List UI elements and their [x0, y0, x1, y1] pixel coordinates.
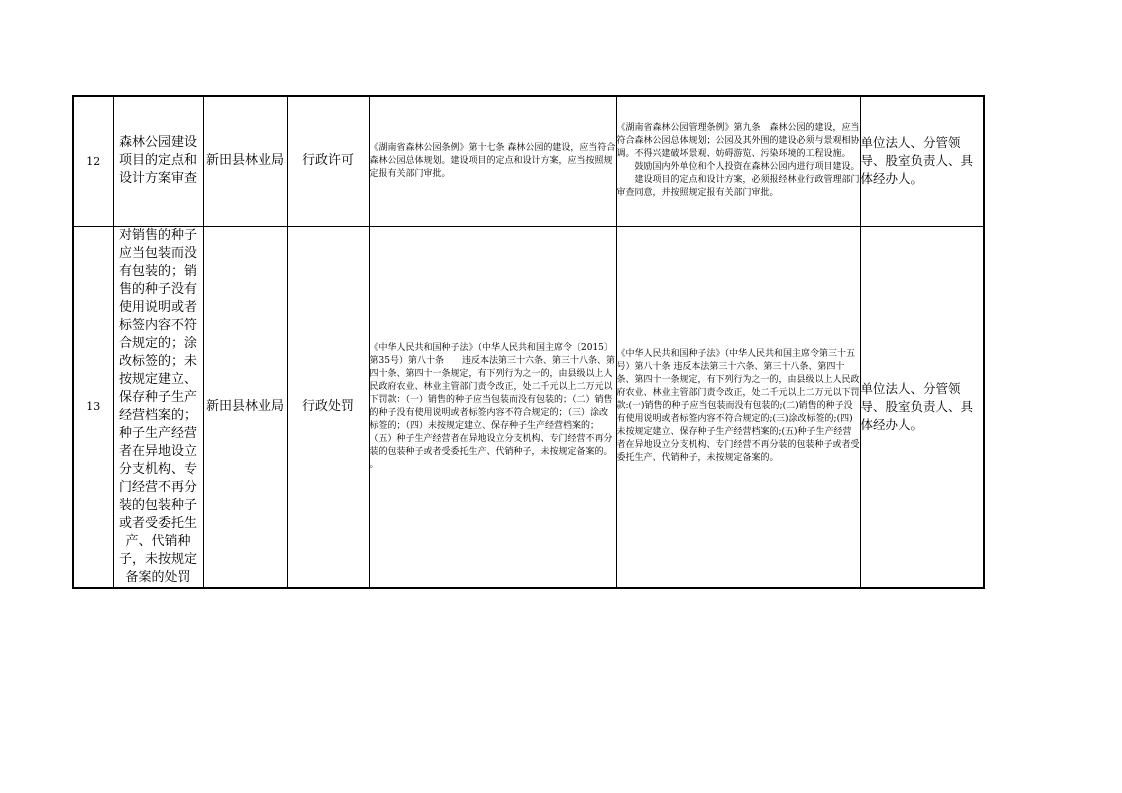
legal-basis-cell: 《湖南省森林公园条例》第十七条 森林公园的建设，应当符合森林公园总体规划。建设项目的定点和设计方案，应当按照规定报有关部门审批。	[369, 96, 616, 226]
table-row	[73, 96, 984, 226]
item-name-cell	[113, 226, 203, 588]
legal-basis-cell: 《中华人民共和国种子法》（中华人民共和国主席令〔2015〕第35号）第八十条 违反本法第三十六条、第三十八条、第四十条、第四十一条规定，有下列行为之一的，由县级以上人民政府农业、林业主管部门责令改正，处二千元以上二万元以下罚款：（一）销售的种子应当包装而没有包装的；（二）销售的种子没有使用说明或者标签内容不符合规定的；（三）涂改标签的；（四）未按规定建立、保存种子生产经营档案的；（五）种子生产经营者在异地设立分支机构、专门经营不再分装的包装种子或者受委托生产、代销种子，未按规定备案的。 。	[369, 226, 616, 588]
content-cell	[616, 96, 860, 226]
row-number: 12	[73, 96, 113, 226]
organization-cell: 新田县林业局	[203, 96, 287, 226]
content-paragraph: 建设项目的定点和设计方案，必须报经林业行政管理部门审查同意，并按照规定报有关部门审批。	[616, 175, 860, 199]
responsible-cell: 单位法人、分管领导、股室负责人、具体经办人。	[860, 96, 984, 226]
content-paragraph: 鼓励国内外单位和个人投资在森林公园内进行项目建设。	[634, 162, 860, 173]
content-cell	[616, 226, 860, 588]
table-row	[73, 226, 984, 588]
authority-table	[72, 95, 985, 589]
organization-cell: 新田县林业局	[203, 226, 287, 588]
authority-type-cell: 行政许可	[287, 96, 369, 226]
authority-type-cell: 行政处罚	[287, 226, 369, 588]
content-paragraph: 《湖南省森林公园管理条例》第九条 森林公园的建设，应当符合森林公园总体规划；公园及其外围的建设必须与景观相协调。不得兴建破坏景观、妨碍游览、污染环境的工程设施。	[616, 123, 860, 160]
item-name: 森林公园建设项目的定点和设计方案审查	[118, 135, 197, 187]
row-number: 13	[73, 226, 113, 588]
content-paragraph: 《中华人民共和国种子法》（中华人民共和国主席令第三十五号）第八十条 违反本法第三十六条、第三十八条、第四十条、第四十一条规定，有下列行为之一的，由县级以上人民政府农业、林业主管部门责令改正，处二千元以上二万元以下罚款:(一)销售的种子应当包装而没有包装的;(二)销售的种子没有使用说明或者标签内容不符合规定的;(三)涂改标签的;(四)未按规定建立、保存种子生产经营档案的;(五)种子生产经营者在异地设立分支机构、专门经营不再分装的包装种子或者受委托生产、代销种子，未按规定备案的。	[616, 349, 860, 463]
item-name: 对销售的种子应当包装而没有包装的；销售的种子没有使用说明或者标签内容不符合规定的；涂改标签的；未按规定建立、保存种子生产经营档案的；种子生产经营者在异地设立分支机构、专门经营不再分装的包装种子或者受委托生产、代销种子，未按规定备案的处罚	[118, 227, 197, 585]
responsible-cell: 单位法人、分管领导、股室负责人、具体经办人。	[860, 226, 984, 588]
item-name-cell	[113, 96, 203, 226]
